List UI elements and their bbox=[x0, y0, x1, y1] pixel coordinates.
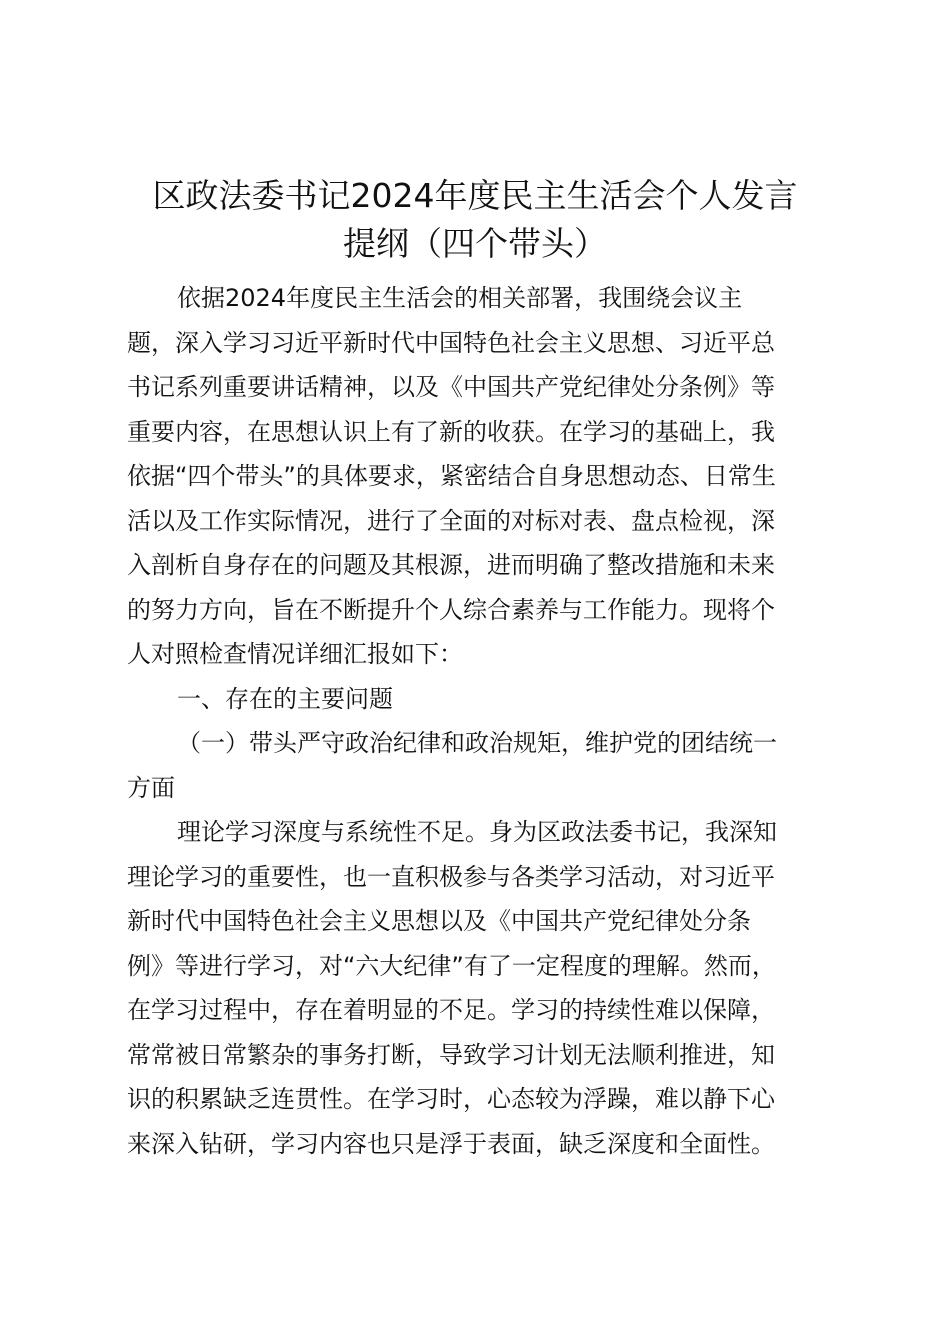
body-line: 人对照检查情况详细汇报如下： bbox=[127, 640, 463, 668]
body-line: 识的积累缺乏连贯性。在学习时，心态较为浮躁，难以静下心 bbox=[127, 1085, 775, 1113]
body-line: 方面 bbox=[127, 773, 175, 802]
body-line: 的努力方向，旨在不断提升个人综合素养与工作能力。现将个 bbox=[127, 595, 775, 624]
body-line: （一）带头严守政治纪律和政治规矩，维护党的团结统一 bbox=[177, 729, 777, 757]
document-body bbox=[127, 276, 827, 1166]
body-line: 例》等进行学习，对“六大纪律”有了一定程度的理解。然而， bbox=[127, 951, 776, 980]
body-line: 活以及工作实际情况，进行了全面的对标对表、盘点检视，深 bbox=[127, 506, 775, 535]
title-line-1: 区政法委书记2024年度民主生活会个人发言 bbox=[152, 176, 798, 215]
body-line: 依据“四个带头”的具体要求，紧密结合自身思想动态、日常生 bbox=[127, 462, 776, 490]
body-line: 重要内容，在思想认识上有了新的收获。在学习的基础上，我 bbox=[127, 417, 775, 446]
body-line: 题，深入学习习近平新时代中国特色社会主义思想、习近平总 bbox=[127, 328, 775, 357]
body-line: 在学习过程中，存在着明显的不足。学习的持续性难以保障， bbox=[127, 996, 775, 1024]
body-line: 理论学习的重要性，也一直积极参与各类学习活动，对习近平 bbox=[127, 862, 775, 891]
body-line: 理论学习深度与系统性不足。身为区政法委书记，我深知 bbox=[177, 818, 777, 846]
body-line: 书记系列重要讲话精神，以及《中国共产党纪律处分条例》等 bbox=[127, 373, 775, 401]
body-line: 入剖析自身存在的问题及其根源，进而明确了整改措施和未来 bbox=[127, 551, 775, 579]
body-line: 一、存在的主要问题 bbox=[177, 684, 393, 713]
body-line: 常常被日常繁杂的事务打断，导致学习计划无法顺利推进，知 bbox=[127, 1040, 775, 1069]
body-line: 新时代中国特色社会主义思想以及《中国共产党纪律处分条 bbox=[127, 907, 751, 935]
document-title bbox=[110, 172, 840, 268]
body-line: 来深入钻研，学习内容也只是浮于表面，缺乏深度和全面性。 bbox=[127, 1129, 775, 1158]
body-line: 依据2024年度民主生活会的相关部署，我围绕会议主 bbox=[177, 284, 743, 312]
title-line-2: 提纲（四个带头） bbox=[343, 224, 607, 263]
